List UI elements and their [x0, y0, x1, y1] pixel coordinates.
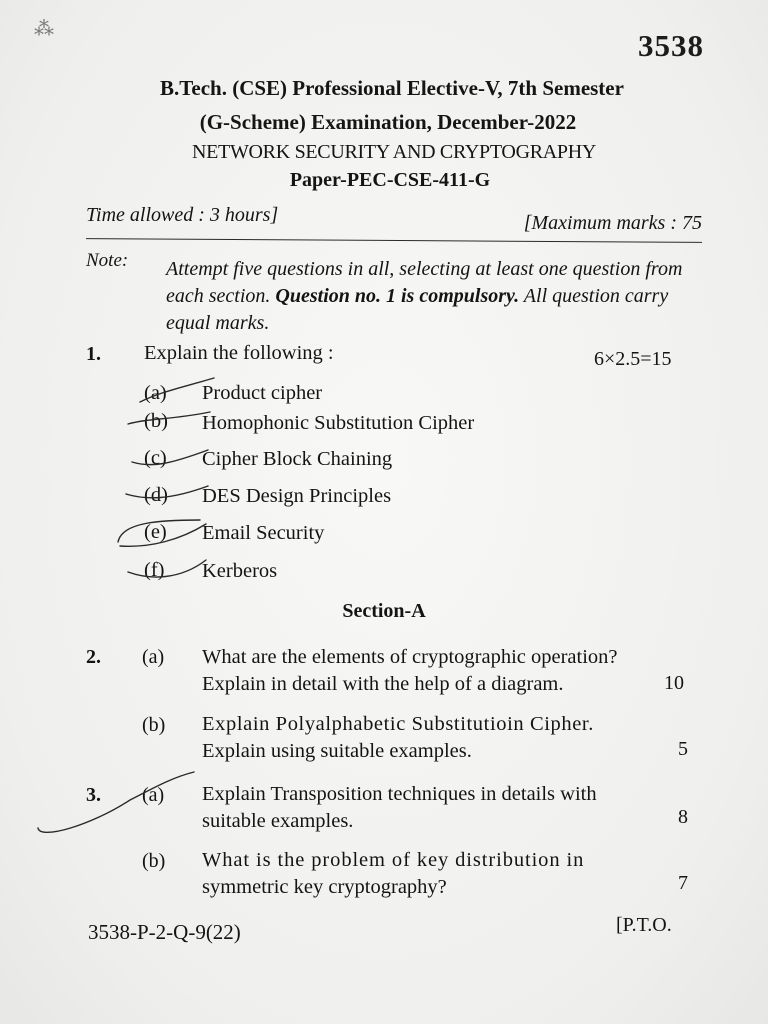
note-marks-info: All question carry equal marks. [166, 285, 669, 334]
q1-item-a-text: Product cipher [202, 382, 323, 404]
q1-item-a-label: (a) [144, 382, 167, 404]
q2b-line1: Explain Polyalphabetic Substitutioin Cipher. [202, 713, 594, 735]
q3b-label: (b) [142, 850, 166, 872]
paper-code: 3538 [638, 28, 704, 63]
q1-item-f-label: (f) [144, 559, 165, 581]
q2a-label: (a) [142, 646, 165, 668]
course-title: B.Tech. (CSE) Professional Elective-V, 7th Semester [160, 76, 624, 100]
q3a-marks: 8 [678, 806, 688, 828]
subject-title: NETWORK SECURITY AND CRYPTOGRAPHY [191, 141, 597, 163]
q2a-line2: Explain in detail with the help of a diagram. [202, 673, 564, 695]
exam-session: (G-Scheme) Examination, December-2022 [199, 110, 577, 134]
tick-mark-b [128, 412, 210, 424]
maximum-marks: [Maximum marks : 75 [523, 212, 702, 234]
q1-item-b-text: Homophonic Substitution Cipher [202, 412, 475, 434]
time-allowed: Time allowed : 3 hours] [86, 204, 279, 226]
section-a-heading: Section-A [342, 600, 426, 622]
q2b-marks: 5 [678, 738, 688, 760]
tick-mark-q3 [38, 772, 194, 832]
question-1-text: Explain the following : [144, 342, 334, 364]
paper-number: Paper-PEC-CSE-411-G [289, 169, 491, 191]
q1-item-e-label: (e) [144, 521, 167, 543]
q3a-label: (a) [142, 784, 165, 806]
q3b-line2: symmetric key cryptography? [202, 876, 447, 898]
q2b-label: (b) [142, 714, 166, 736]
exam-meta [86, 204, 702, 238]
q3b-line1: What is the problem of key distribution in [202, 849, 585, 871]
question-1-number: 1. [86, 343, 101, 365]
q1-item-b-label: (b) [144, 410, 168, 432]
question-1-marks: 6×2.5=15 [594, 348, 672, 370]
q1-item-d-label: (d) [144, 484, 168, 506]
note-compulsory: Question no. 1 is compulsory. [275, 285, 520, 307]
note-instruction: Attempt five questions in all, selecting at least one question from each section. [166, 258, 683, 307]
q2a-line1: What are the elements of cryptographic operation? [202, 646, 618, 668]
q3a-line1: Explain Transposition techniques in details with [202, 783, 597, 805]
q1-item-e-text: Email Security [202, 522, 325, 544]
footer-pto: [P.T.O. [616, 914, 672, 936]
question-3-number: 3. [86, 784, 101, 806]
q2b-line2: Explain using suitable examples. [202, 740, 472, 762]
q1-item-d-text: DES Design Principles [202, 485, 392, 507]
q1-item-f-text: Kerberos [202, 560, 278, 582]
footer-paper-code: 3538-P-2-Q-9(22) [88, 920, 241, 944]
note-label: Note: [86, 250, 129, 271]
q3a-line2: suitable examples. [202, 810, 354, 832]
question-2-number: 2. [86, 646, 101, 668]
q1-item-c-text: Cipher Block Chaining [202, 448, 393, 470]
divider [86, 238, 702, 243]
note-text [166, 256, 706, 337]
q3b-marks: 7 [678, 872, 688, 894]
tick-mark-f [128, 560, 206, 577]
q2a-marks: 10 [664, 672, 684, 694]
corner-scribble: ⁂ [34, 18, 54, 40]
q1-item-c-label: (c) [144, 447, 167, 469]
